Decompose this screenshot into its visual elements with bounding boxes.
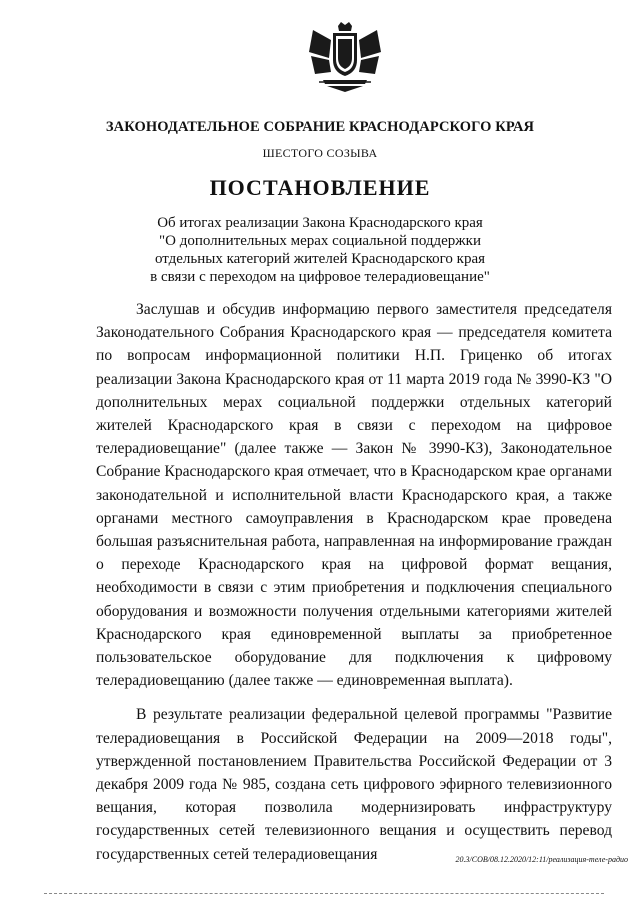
document-type-heading: ПОСТАНОВЛЕНИЕ <box>209 175 431 200</box>
document-code: 20.3/СОВ/08.12.2020/12:11/реализация-теле-радио <box>455 855 628 864</box>
convocation-label: ШЕСТОГО СОЗЫВА <box>262 146 378 160</box>
resolution-subject <box>0 214 640 286</box>
subject-line: Об итогах реализации Закона Краснодарского края <box>157 215 483 231</box>
scan-artifact-divider <box>44 893 604 894</box>
document-body <box>96 298 612 866</box>
subject-line: "О дополнительных мерах социальной поддержки <box>159 233 481 249</box>
coat-of-arms-emblem <box>305 22 385 92</box>
subject-line: отдельных категорий жителей Краснодарского края <box>154 251 486 267</box>
body-paragraph: В результате реализации федеральной целевой программы "Развитие телерадиовещания в Российской Федерации на 2009—2018 годы", утвержденной постановлением Правительства Российской Федерации от 3 декабря 2009 года № 985, создана сеть цифрового эфирного телевизионного вещания, которая позволила модернизировать инфраструктуру государственных сетей телевизионного вещания и осуществить перевод государственных сетей телерадиовещания <box>96 706 612 863</box>
body-paragraph: Заслушав и обсудив информацию первого заместителя председателя Законодательного Собрания Краснодарского края — председателя комитета по вопросам информационной политики Н.П. Гриценко об итогах реализации Закона Краснодарского края от 11 марта 2019 года № 3990-КЗ "О дополнительных мерах социальной поддержки отдельных категорий жителей Краснодарского края в связи с переходом на цифровое телерадиовещание" (далее также — Закон № 3990-КЗ), Законодательное Собрание Краснодарского края отмечает, что в Краснодарском крае органами законодательной и исполнительной власти Краснодарского края, а также органами местного самоуправления в Краснодарском крае проведена большая разъяснительная работа, направленная на информирование граждан о переходе Краснодарского края на цифровой формат вещания, необходимости в связи с этим приобретения и подключения специального оборудования и возможности получения отдельными категориями жителей Краснодарского края единовременной выплаты за приобретенное пользовательское оборудование для подключения к цифровому телерадиовещанию (далее также — единовременная выплата). <box>96 301 612 690</box>
subject-line: в связи с переходом на цифровое телерадиовещание" <box>150 269 490 285</box>
organization-title: ЗАКОНОДАТЕЛЬНОЕ СОБРАНИЕ КРАСНОДАРСКОГО КРАЯ <box>105 119 535 135</box>
